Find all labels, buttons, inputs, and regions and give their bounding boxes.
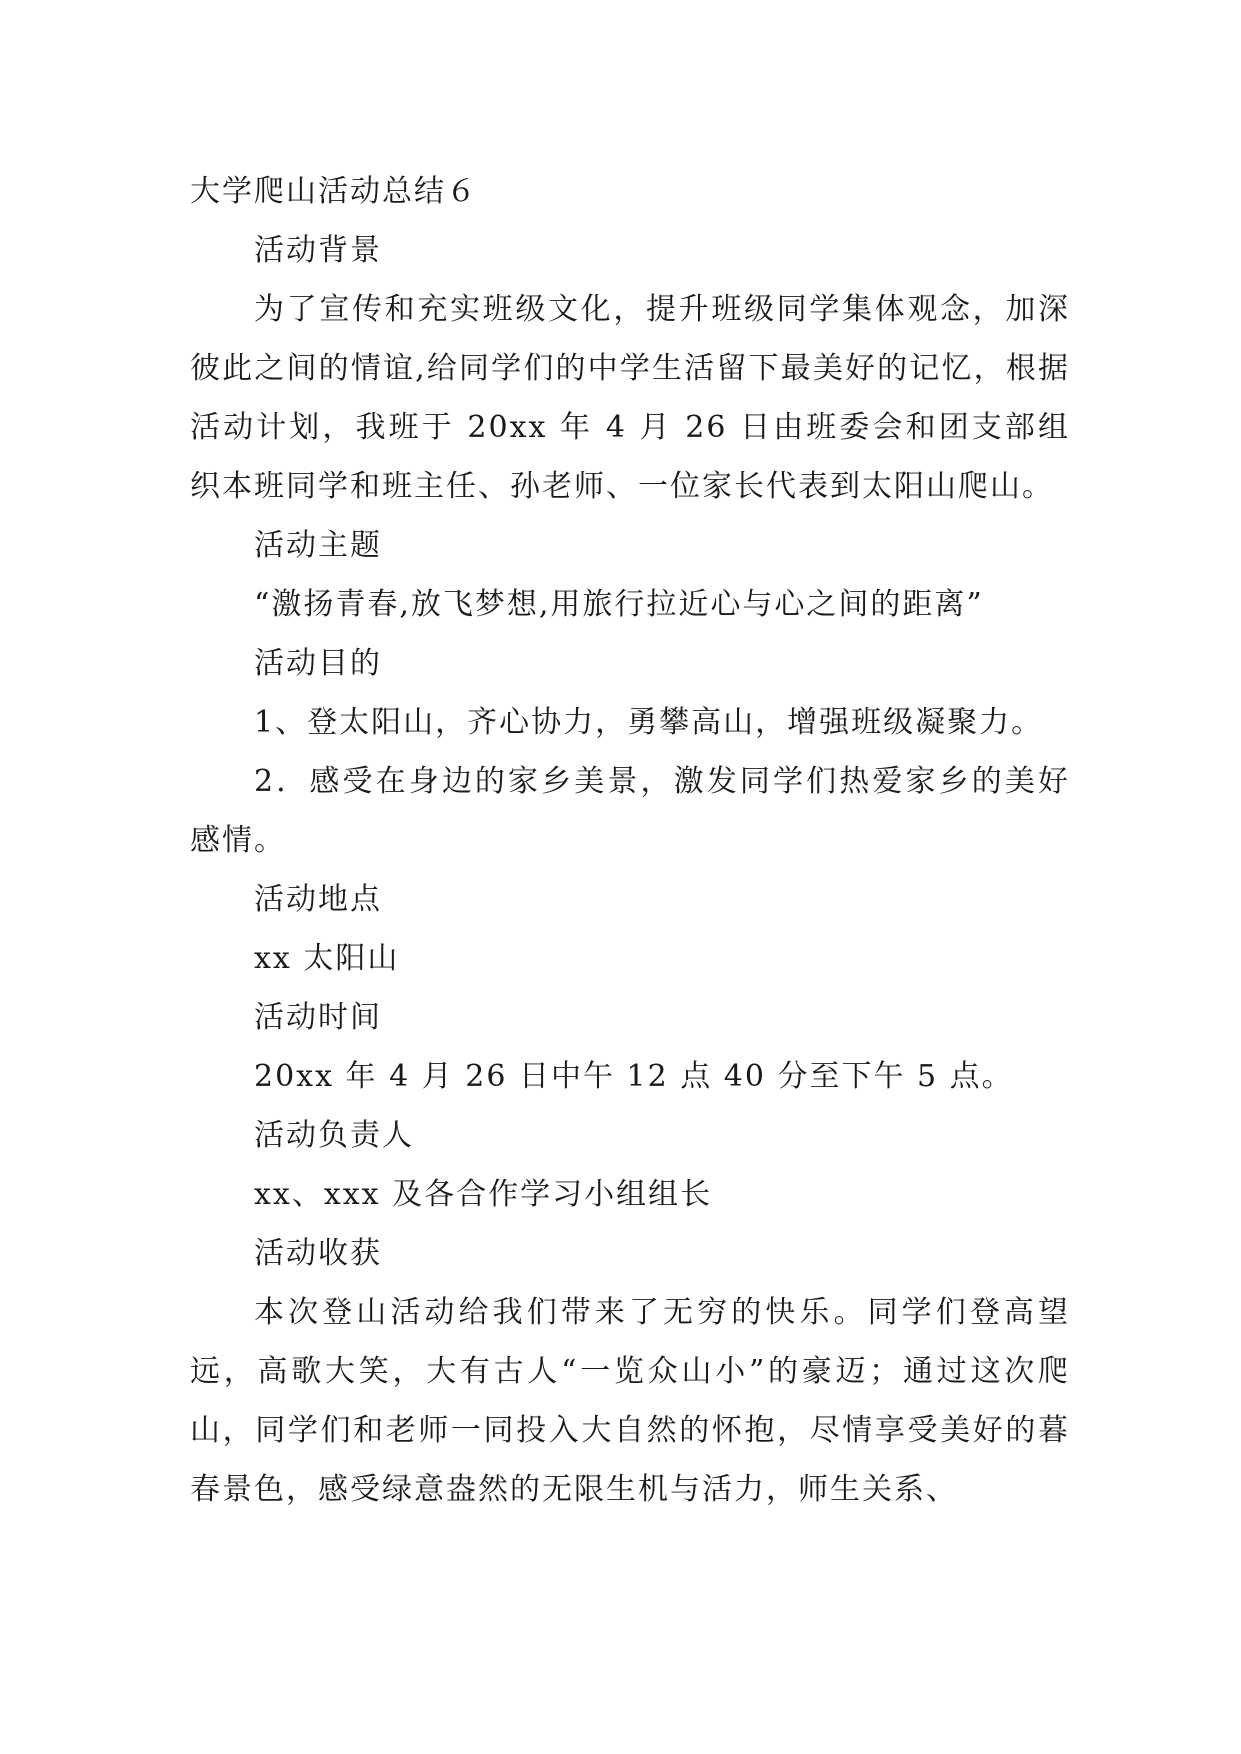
paragraph-leader: xx、xxx 及各合作学习小组组长 [254,1177,713,1212]
section-heading-purpose: 活动目的 [254,646,382,681]
paragraph-location: xx 太阳山 [254,941,400,976]
paragraph-harvest: 本次登山活动给我们带来了无穷的快乐。同学们登高望远，高歌大笑，大有古人“一览众山小”的豪迈；通过这次爬山，同学们和老师一同投入大自然的怀抱，尽情享受美好的暮春景色，感受绿意盎然的无限生机与活力，师生关系、 [190,1295,1070,1507]
paragraph-time: 20xx 年 4 月 26 日中午 12 点 40 分至下午 5 点。 [254,1059,1014,1094]
section-heading-time: 活动时间 [254,1000,382,1035]
document-body [190,162,1070,1519]
section-heading-harvest: 活动收获 [254,1236,382,1271]
paragraph-purpose-1: 1、登太阳山，齐心协力，勇攀高山，增强班级凝聚力。 [254,705,1044,740]
section-heading-leader: 活动负责人 [254,1118,414,1153]
document-title: 大学爬山活动总结６ [190,174,478,209]
section-heading-location: 活动地点 [254,882,382,917]
paragraph-background: 为了宣传和充实班级文化，提升班级同学集体观念，加深彼此之间的情谊,给同学们的中学生活留下最美好的记忆，根据活动计划，我班于 20xx 年 4 月 26 日由班委会和团支部组织本班同学和班主任、孙老师、一位家长代表到太阳山爬山。 [190,292,1070,504]
section-heading-background: 活动背景 [254,233,382,268]
paragraph-theme: “激扬青春,放飞梦想,用旅行拉近心与心之间的距离” [254,587,984,622]
section-heading-theme: 活动主题 [254,528,382,563]
paragraph-purpose-2: 2．感受在身边的家乡美景，激发同学们热爱家乡的美好感情。 [190,764,1070,858]
